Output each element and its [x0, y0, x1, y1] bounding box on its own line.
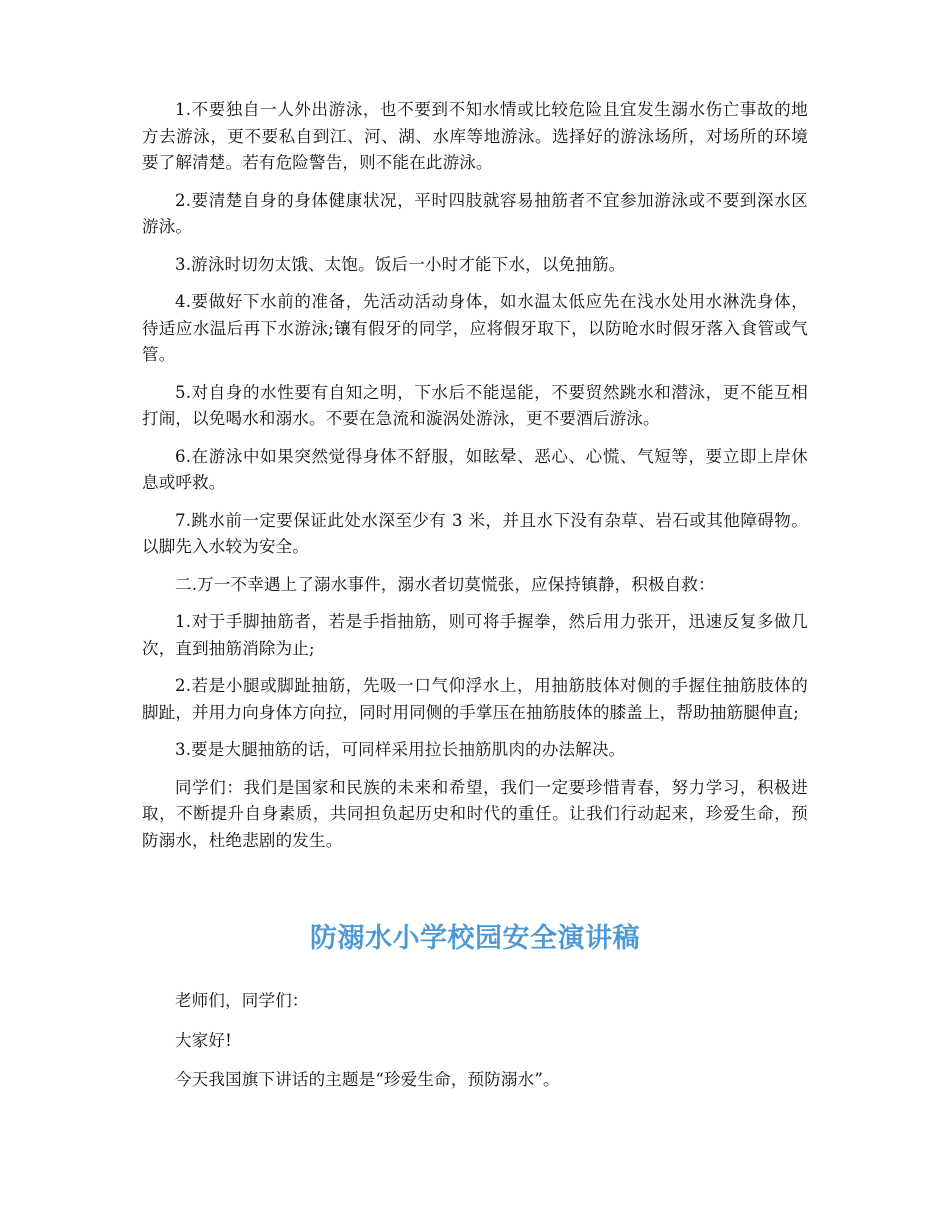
- safety-tips-section: [142, 97, 808, 865]
- paragraph-tip-7: 7.跳水前一定要保证此处水深至少有 3 米，并且水下没有杂草、岩石或其他障碍物。以脚先入水较为安全。: [142, 510, 808, 556]
- paragraph-tip-2: 2.要清楚自身的身体健康状况，平时四肢就容易抽筋者不宜参加游泳或不要到深水区游泳。: [142, 190, 808, 236]
- speech-section: [142, 988, 808, 1107]
- paragraph-tip-3: 3.游泳时切勿太饿、太饱。饭后一小时才能下水，以免抽筋。: [175, 254, 626, 274]
- paragraph-topic: 今天我国旗下讲话的主题是“珍爱生命，预防溺水”。: [175, 1070, 560, 1089]
- paragraph-tip-4: 4.要做好下水前的准备，先活动活动身体，如水温太低应先在浅水处用水淋洗身体，待适应水温后再下水游泳;镶有假牙的同学，应将假牙取下，以防呛水时假牙落入食管或气管。: [142, 292, 808, 364]
- paragraph-tip-5: 5.对自身的水性要有自知之明，下水后不能逞能，不要贸然跳水和潜泳，更不能互相打闹，以免喝水和溺水。不要在急流和漩涡处游泳，更不要酒后游泳。: [142, 382, 808, 428]
- paragraph-tip-1: 1.不要独自一人外出游泳，也不要到不知水情或比较危险且宜发生溺水伤亡事故的地方去游泳，更不要私自到江、河、湖、水库等地游泳。选择好的游泳场所，对场所的环境要了解清楚。若有危险警告，则不能在此游泳。: [142, 100, 808, 172]
- paragraph-rescue-3: 3.要是大腿抽筋的话，可同样采用拉长抽筋肌肉的办法解决。: [175, 740, 626, 759]
- paragraph-tip-6: 6.在游泳中如果突然觉得身体不舒服，如眩晕、恶心、心慌、气短等，要立即上岸休息或呼救。: [142, 446, 808, 492]
- paragraph-rescue-1: 1.对于手脚抽筋者，若是手指抽筋，则可将手握拳，然后用力张开，迅速反复多做几次，直到抽筋消除为止;: [142, 612, 808, 658]
- paragraph-self-rescue-heading: 二.万一不幸遇上了溺水事件，溺水者切莫慌张，应保持镇静，积极自救：: [175, 574, 715, 594]
- paragraph-rescue-2: 2.若是小腿或脚趾抽筋，先吸一口气仰浮水上，用抽筋肢体对侧的手握住抽筋肢体的脚趾，并用力向身体方向拉，同时用同侧的手掌压在抽筋肢体的膝盖上，帮助抽筋腿伸直;: [142, 676, 808, 722]
- paragraph-hello: 大家好!: [175, 1030, 232, 1050]
- speech-title: 防溺水小学校园安全演讲稿: [310, 923, 640, 954]
- paragraph-closing: 同学们：我们是国家和民族的未来和希望，我们一定要珍惜青春，努力学习，积极进取，不断提升自身素质，共同担负起历史和时代的重任。让我们行动起来，珍爱生命，预防溺水，杜绝悲剧的发生。: [142, 777, 808, 850]
- paragraph-greeting: 老师们，同学们：: [175, 991, 309, 1010]
